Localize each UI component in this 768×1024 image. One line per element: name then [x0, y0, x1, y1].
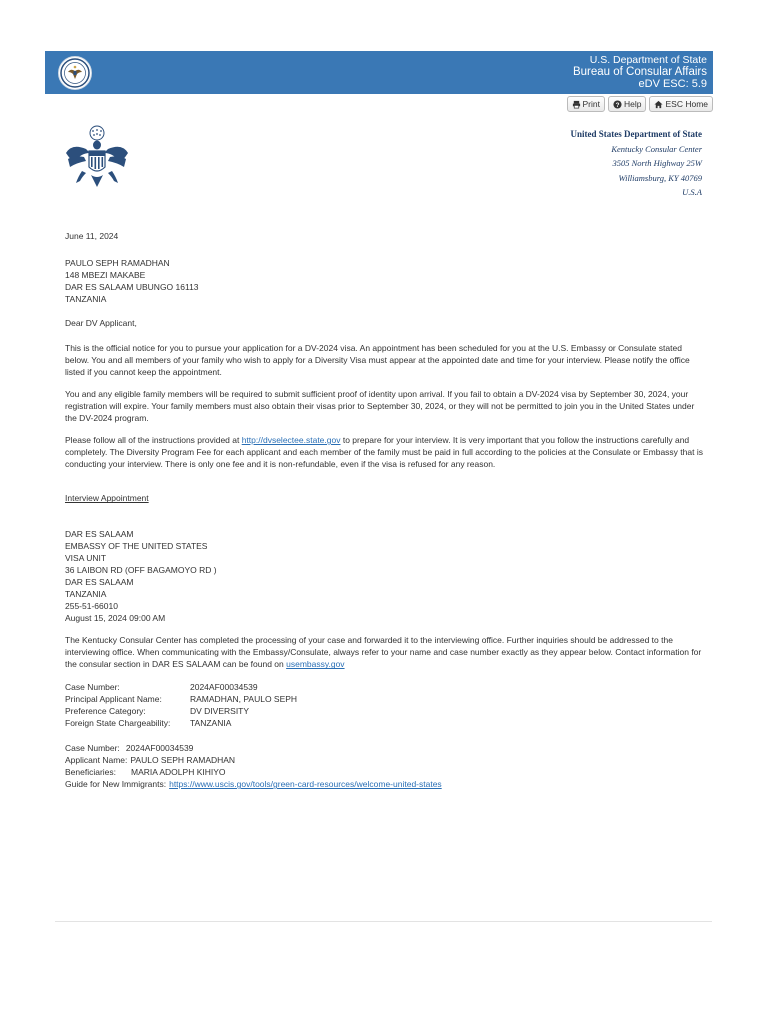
print-icon [572, 100, 581, 109]
letter-body [65, 230, 705, 790]
paragraph-4-text: The Kentucky Consular Center has completed the processing of your case and forwarded it to the interviewing office. Further inquiries should be addressed to the interviewing office. When communicating with the Embassy/Consulate, always refer to your name and case number exactly as they appear below. Contact information for the consular section in DAR ES SALAAM can be found on [65, 635, 702, 670]
appointment-country: TANZANIA [65, 588, 107, 599]
applicant-name-label: Applicant Name: [65, 755, 128, 765]
header-department: U.S. Department of State [589, 54, 707, 66]
appointment-unit: VISA UNIT [65, 552, 107, 563]
recipient-address [65, 257, 705, 305]
appointment-embassy: EMBASSY OF THE UNITED STATES [65, 540, 208, 551]
case-number-label: Case Number: [65, 681, 120, 692]
chargeability-label: Foreign State Chargeability: [65, 717, 171, 728]
beneficiaries-row [65, 766, 705, 778]
principal-applicant-row [65, 693, 705, 705]
print-button[interactable] [567, 96, 605, 112]
applicant-name-row [65, 754, 705, 766]
paragraph-3 [65, 434, 705, 470]
great-seal-logo [64, 123, 130, 193]
paragraph-2: You and any eligible family members will be required to submit sufficient proof of identity upon arrival. If you fail to obtain a DV-2024 visa by September 30, 2024, your registration will expire. Your family members must also obtain their visas prior to September 30, 2024, or they will not be permitted to join you in the United States under the DV-2024 program. [65, 388, 695, 424]
sender-organization: United States Department of State [570, 129, 702, 139]
sender-line-1: Kentucky Consular Center [611, 143, 702, 154]
esc-home-label: ESC Home [665, 98, 708, 109]
recipient-line-2: DAR ES SALAAM UBUNGO 16113 [65, 282, 199, 293]
help-icon [613, 100, 622, 109]
svg-text:?: ? [615, 101, 620, 109]
toolbar [567, 96, 713, 112]
uscis-guide-link[interactable]: https://www.uscis.gov/tools/green-card-resources/welcome-united-states [169, 779, 442, 790]
beneficiaries-value: MARIA ADOLPH KIHIYO [131, 767, 226, 778]
sender-line-2: 3505 North Highway 25W [612, 158, 702, 168]
appointment-city-2: DAR ES SALAAM [65, 576, 134, 587]
footer-divider [55, 921, 712, 922]
letter-date: June 11, 2024 [65, 231, 119, 241]
chargeability-row [65, 717, 705, 729]
principal-applicant-label: Principal Applicant Name: [65, 693, 162, 704]
preference-category-value: DV DIVERSITY [190, 705, 250, 716]
appointment-datetime: August 15, 2024 09:00 AM [65, 613, 166, 624]
dvselectee-link[interactable]: http://dvselectee.state.gov [241, 435, 341, 446]
home-icon [654, 100, 663, 109]
recipient-line-1: 148 MBEZI MAKABE [65, 270, 146, 281]
case-number-value-2: 2024AF00034539 [125, 742, 194, 753]
principal-applicant-value: RAMADHAN, PAULO SEPH [190, 693, 298, 704]
paragraph-3-intro: Please follow all of the instructions provided at [65, 435, 242, 446]
case-number-value: 2024AF00034539 [190, 681, 258, 692]
interview-appointment-heading: Interview Appointment [65, 493, 149, 504]
esc-home-button[interactable] [649, 96, 713, 112]
appointment-city: DAR ES SALAAM [65, 528, 134, 539]
case-number-label-2: Case Number: [65, 742, 120, 753]
sender-line-3: Williamsburg, KY 40769 [618, 172, 702, 183]
preference-category-row [65, 705, 705, 717]
sender-address [571, 127, 702, 200]
header-version: eDV ESC: 5.9 [638, 78, 707, 90]
paragraph-3-rest: to prepare for your interview. It is very important that you follow the instructions carefully and completely. The Diversity Program Fee for each applicant and each member of the family must be paid in full according to the policies at the Consulate or Embassy that is conducting your interview. There is only one fee and it is non-refundable, even if the visa is refused for any reason. [65, 435, 703, 470]
chargeability-value: TANZANIA [190, 717, 232, 728]
header-title-block [573, 54, 707, 90]
header-bureau: Bureau of Consular Affairs [572, 66, 707, 78]
preference-category-label: Preference Category: [65, 705, 146, 716]
appointment-phone: 255-51-66010 [65, 601, 118, 612]
appointment-street: 36 LAIBON RD (OFF BAGAMOYO RD ) [65, 564, 217, 575]
salutation: Dear DV Applicant, [65, 318, 137, 329]
print-label: Print [582, 98, 600, 109]
help-button[interactable] [608, 96, 646, 112]
header-banner [45, 51, 713, 94]
case-number-row-2 [65, 742, 705, 754]
paragraph-1: This is the official notice for you to pursue your application for a DV-2024 visa. An appointment has been scheduled for you at the U.S. Embassy or Consulate stated below. You and all members of your family who wish to apply for a Diversity Visa must appear at the appointed date and time for your interview. Please notify the office listed if you cannot keep the appointment. [65, 342, 690, 377]
appointment-details [65, 528, 705, 625]
usembassy-link[interactable]: usembassy.gov [286, 659, 345, 670]
case-summary-1 [65, 681, 705, 729]
recipient-name: PAULO SEPH RAMADHAN [65, 258, 170, 269]
sender-line-4: U.S.A [682, 187, 702, 197]
paragraph-4 [65, 634, 705, 670]
case-number-row [65, 681, 705, 693]
applicant-name-value: PAULO SEPH RAMADHAN [130, 755, 236, 765]
case-summary-2 [65, 742, 705, 790]
help-label: Help [624, 98, 642, 109]
state-department-seal-icon [58, 56, 92, 90]
guide-label: Guide for New Immigrants: [65, 779, 167, 790]
guide-row [65, 778, 705, 790]
beneficiaries-label: Beneficiaries: [65, 767, 117, 778]
recipient-country: TANZANIA [65, 294, 107, 305]
